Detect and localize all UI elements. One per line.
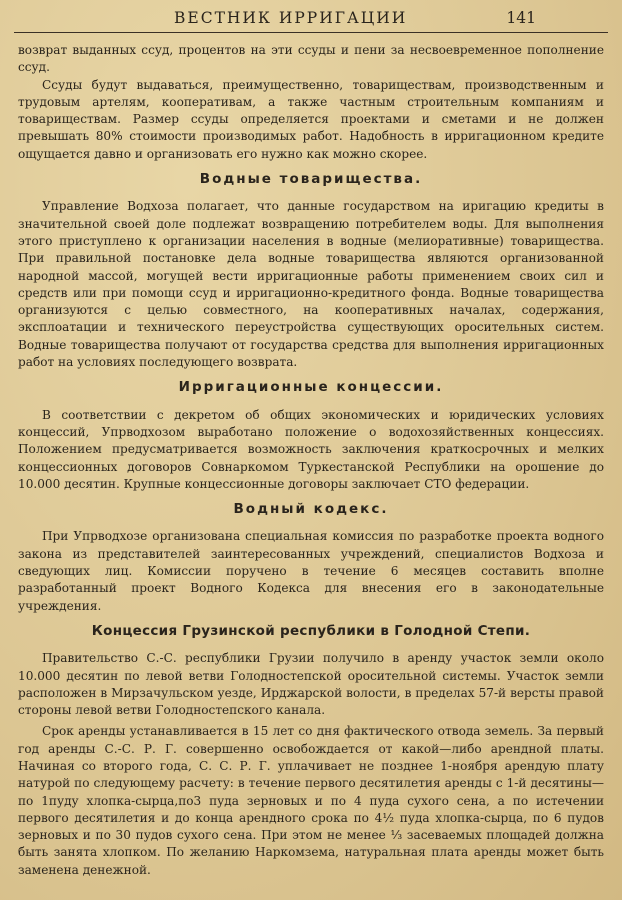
section-heading-georgia-concession: Концессия Грузинской республики в Голодной Степи.: [91, 622, 531, 639]
paragraph-loan-repayment: возврат выданных ссуд, процентов на эти ссуды и пени за несвоевременное пополнение ссуд.: [18, 43, 604, 75]
paragraph-irrigation-concessions: В соответствии с декретом об общих экономических и юридических условиях концессий, Упрводхозом выработано положение о водохозяйственных концессиях. Положением предусматривается возможность заключения краткосрочных и мелких концессионных договоров Совнаркомом Туркестанской Республики на орошение до 10.000 десятин. Крупные концессионные договоры заключает СТО федерации.: [18, 407, 604, 491]
paragraph-water-code: При Упрводхозе организована специальная комиссия по разработке проекта водного закона из представителей заинтересованных учреждений, специалистов Водхоза и сведующих лиц. Комиссии поручено в течение 6 месяцев составить вполне разработанный проект Водного Кодекса для внесения его в законодательные учреждения.: [18, 529, 604, 613]
paragraph-lease-terms: Срок аренды устанавливается в 15 лет со дня фактического отвода земель. За первый год аренды С.-С. Р. Г. совершенно освобождается от какой—либо арендной платы. Начиная со второго года, С. С. Р. Г. уплачивает не позднее 1-ноября арендую плату натурой по следующему расчету: в течение первого десятилетия аренды с 1-й десятины—по 1пуду хлопка-сырца,по3 пуда зерновых и по 4 пуда сухого сена, а по истечении первого десятилетия и до конца арендного срока по 4½ пуда хлопка-сырца, по 6 пудов зерновых и по 30 пудов сухого сена. При этом не менее ⅓ засеваемых площадей должна быть занята хлопком. По желанию Наркомзема, натуральная плата аренды может быть заменена денежной.: [18, 724, 604, 877]
article-body: [18, 42, 604, 879]
running-header: [14, 6, 608, 33]
section-heading-water-code: Водный кодекс.: [233, 501, 389, 518]
paragraph-water-partnerships: Управление Водхоза полагает, что данные государством на иригацию кредиты в значительной своей доле подлежат возвращению потребителем воды. Для выполнения этого приступлено к организации населения в водные (мелиоративные) товарищества. При правильной постановке дела водные товарищества являются организованной народной массой, могущей вести ирригационные работы применением своих сил и средств или при помощи ссуд и ирригационно-кредитного фонда. Водные товарищества организуются с целью совместного, на кооперативных началах, содержания, эксплоатации и технического переустройства существующих оросительных систем. Водные товарищества получают от государства средства для выполнения ирригационных работ на условиях последующего возврата.: [18, 199, 604, 370]
paragraph-georgia-land: Правительство С.-С. республики Грузии получило в аренду участок земли около 10.000 десятин по левой ветви Голодностепской оросительной системы. Участок земли расположен в Мирзачульском уезде, Ирджарской волости, в пределах 57-й версты правой стороны левой ветви Голодностепского канала.: [18, 651, 604, 718]
section-heading-irrigation-concessions: Ирригационные концессии.: [178, 379, 444, 396]
paragraph-loans: Ссуды будут выдаваться, преимущественно, товариществам, производственным и трудовым артелям, кооперативам, а также частным строительным компаниям и товариществам. Размер ссуды определяется проектами и сметами и не должен превышать 80% стоимости производимых работ. Надобность в ирригационном кредите ощущается давно и организовать его нужно как можно скорее.: [18, 77, 604, 161]
page-number: 141: [506, 9, 536, 27]
section-heading-water-partnerships: Водные товарищества.: [199, 171, 423, 188]
journal-title: ВЕСТНИК ИРРИГАЦИИ: [174, 9, 408, 27]
